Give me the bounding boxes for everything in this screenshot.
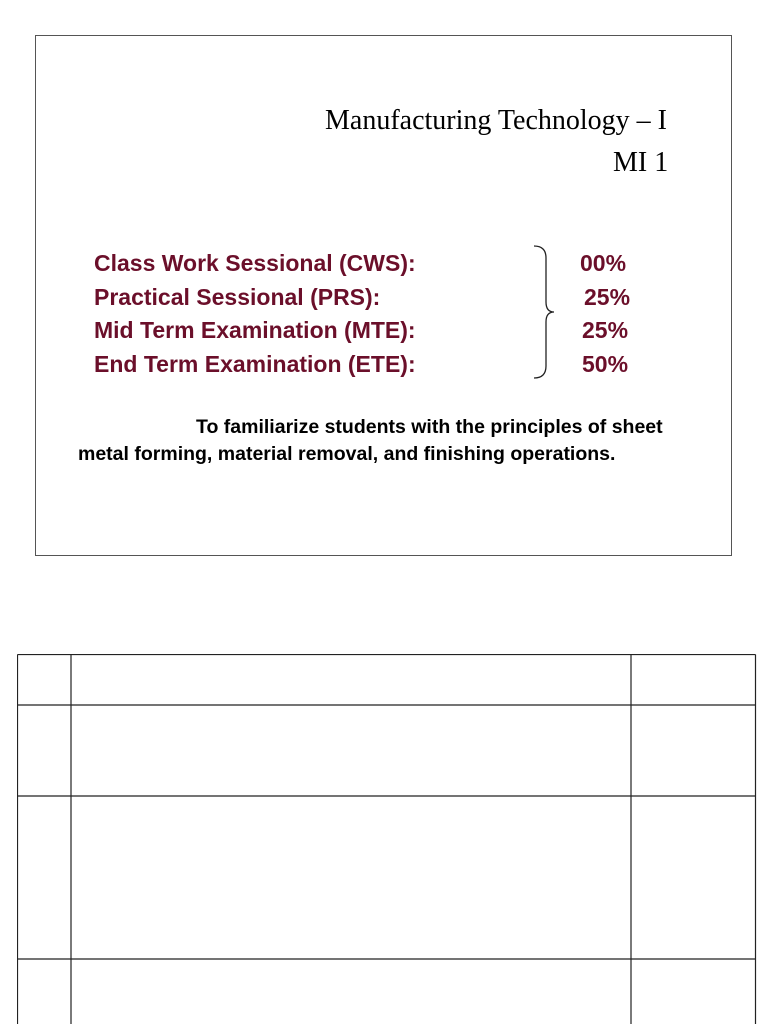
slide-frame	[35, 35, 732, 556]
course-code: MI 1	[613, 147, 669, 178]
assessment-label-cws: Class Work Sessional (CWS):	[94, 250, 416, 276]
assessment-value-cws: 00%	[580, 250, 627, 276]
assessment-value-ete: 50%	[582, 351, 629, 377]
assessment-value-mte: 25%	[582, 317, 629, 343]
assessment-value-prs: 25%	[584, 284, 631, 310]
empty-table	[17, 654, 757, 1024]
assessment-label-ete: End Term Examination (ETE):	[94, 351, 416, 377]
course-objective: To familiarize students with the principles of sheet metal forming, material removal, and finishing operations.	[78, 416, 663, 465]
assessment-label-prs: Practical Sessional (PRS):	[94, 284, 381, 310]
course-title: Manufacturing Technology – I	[325, 105, 667, 136]
grouping-brace	[532, 244, 556, 380]
assessment-label-mte: Mid Term Examination (MTE):	[94, 317, 416, 343]
